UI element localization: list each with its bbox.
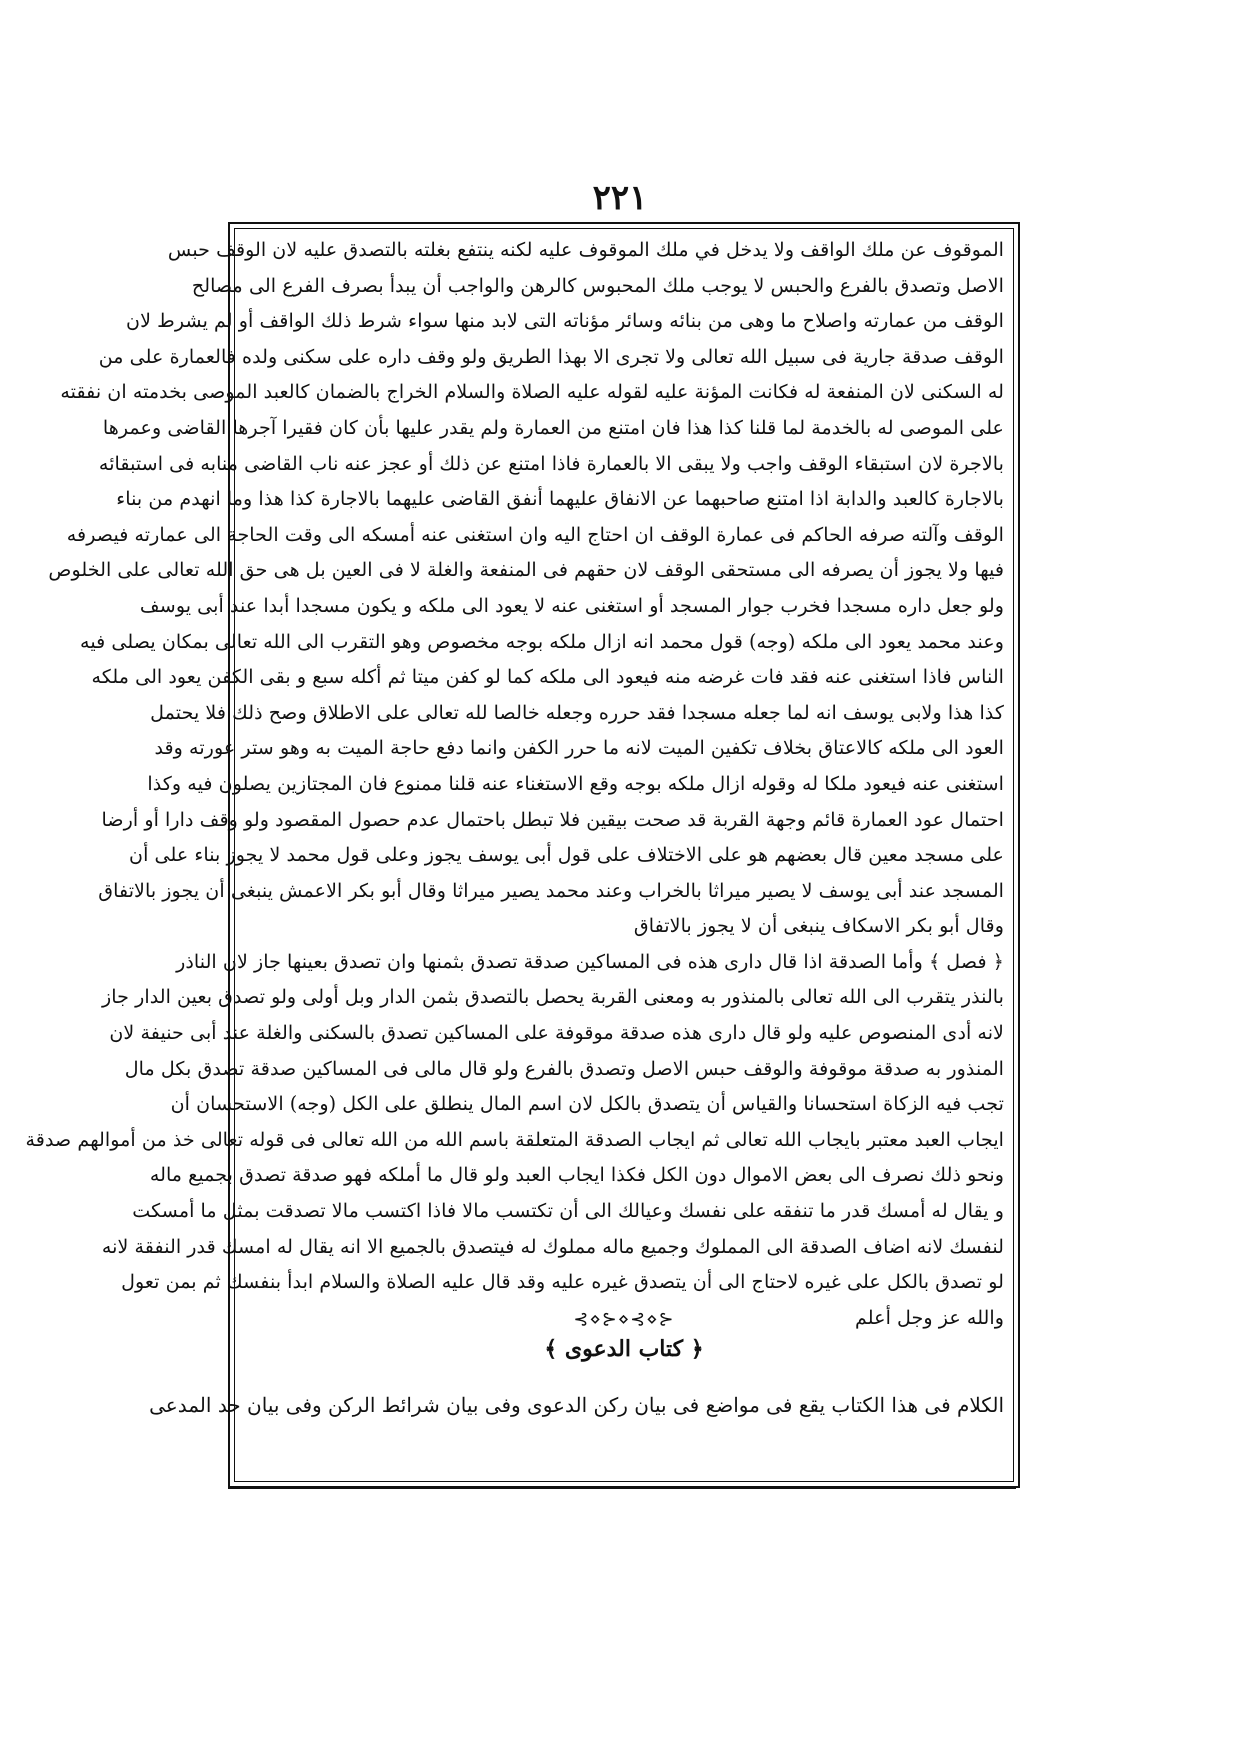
text-line: وعند محمد يعود الى ملكه (وجه) قول محمد انه ازال ملكه بوجه مخصوص وهو التقرب الى الله تعالى بمكان يصلى فيه (80, 629, 1004, 653)
text-line: كذا هذا ولابى يوسف انه لما جعله مسجدا فقد حرره وجعله خالصا لله تعالى على الاطلاق وصح ذلك فلا يحتمل (150, 700, 1004, 724)
text-line: بالاجارة كالعبد والدابة اذا امتنع صاحبهما عن الانفاق عليهما أنفق القاضى عليهما بالاجارة كذا هذا وما انهدم من بناء (116, 487, 1004, 511)
bottom-double-rule (228, 1486, 1016, 1489)
text-line: ايجاب العبد معتبر بايجاب الله تعالى ثم ايجاب الصدقة المتعلقة باسم الله من الله تعالى فى قوله تعالى خذ من أموالهم صدقة (25, 1127, 1004, 1151)
text-line: لانه أدى المنصوص عليه ولو قال دارى هذه صدقة موقوفة على المساكين تصدق بالسكنى والغلة عند أبى حنيفة لان (109, 1021, 1004, 1045)
text-line: على الموصى له بالخدمة لما قلنا كذا هذا فان امتنع من العمارة ولم يقدر عليها بأن كان فقيرا آجرها القاضى وعمرها (102, 415, 1004, 439)
page-number: ٢٢١ (592, 178, 648, 218)
text-line: الموقوف عن ملك الواقف ولا يدخل في ملك الموقوف عليه لكنه ينتفع بغلته بالتصدق عليه لان الوقف حبس (167, 238, 1004, 261)
chapter-intro-line: الكلام فى هذا الكتاب يقع فى مواضع فى بيان ركن الدعوى وفى بيان شرائط الركن وفى بيان حد المدعى (149, 1393, 1004, 1417)
text-frame (25, 222, 1020, 1488)
text-line: الوقف صدقة جارية فى سبيل الله تعالى ولا تجرى الا بهذا الطريق ولو وقف داره على سكنى ولده فالعمارة على من (98, 344, 1004, 368)
text-line: المسجد عند أبى يوسف لا يصير ميراثا بالخراب وعند محمد يصير ميراثا وقال أبو بكر الاعمش ينبغى أن يجوز بالاتفاق (98, 878, 1004, 902)
text-line: فيها ولا يجوز أن يصرفه الى مستحقى الوقف لان حقهم فى المنفعة والغلة لا فى العين بل هى حق الله تعالى على الخلوص (48, 558, 1004, 582)
text-line: لنفسك لانه اضاف الصدقة الى المملوك وجميع ماله مملوك له فيتصدق بالجميع الا انه يقال له امسك قدر النفقة لانه (101, 1234, 1004, 1258)
text-line: و يقال له أمسك قدر ما تنفقه على نفسك وعيالك الى أن تكتسب مالا فاذا اكتسب مالا تصدقت بمثل ما أمسكت (132, 1199, 1004, 1223)
text-line: بالنذر يتقرب الى الله تعالى بالمنذور به ومعنى القربة يحصل بالتصدق بثمن الدار وبل أولى ولو تصدق بعين الدار جاز (102, 985, 1004, 1009)
text-line: ونحو ذلك نصرف الى بعض الاموال دون الكل فكذا ايجاب العبد ولو قال ما أملكه فهو صدقة تصدق بجميع ماله (149, 1163, 1004, 1187)
text-line: بالاجرة لان استبقاء الوقف واجب ولا يبقى الا بالعمارة فاذا امتنع عن ذلك أو عجز عنه ناب القاضى منابه فى استبقائه (98, 451, 1004, 475)
text-line: لو تصدق بالكل على غيره لاحتاج الى أن يتصدق غيره عليه وقد قال عليه الصلاة والسلام ابدأ بنفسك ثم بمن تعول (121, 1270, 1004, 1294)
text-line: الوقف من عمارته واصلاح ما وهى من بنائه وسائر مؤناته التى لابد منها سواء شرط ذلك الواقف أو لم يشرط لان (126, 309, 1004, 333)
text-line: الوقف وآلته صرفه الحاكم فى عمارة الوقف ان احتاج اليه وان استغنى عنه أمسكه الى وقت الحاجة الى عمارته فيصرفه (66, 522, 1004, 546)
text-line: احتمال عود العمارة قائم وجهة القربة قد صحت بيقين فلا تبطل باحتمال عدم حصول المقصود ولو وقف دارا أو أرضا (101, 807, 1004, 831)
chapter-heading: ﴿ كتاب الدعوى ﴾ (544, 1336, 704, 1362)
text-line: استغنى عنه فيعود ملكا له وقوله ازال ملكه بوجه وقع الاستغناء عنه قلنا ممنوع فان المجتازين يصلون فيه وكذا (147, 771, 1004, 795)
text-line: وقال أبو بكر الاسكاف ينبغى أن لا يجوز بالاتفاق (633, 914, 1004, 938)
text-line: ﴿ فصل ﴾ وأما الصدقة اذا قال دارى هذه فى المساكين صدقة تصدق بثمنها وان تصدق بعينها جاز لان الناذر (176, 949, 1004, 973)
text-line: ولو جعل داره مسجدا فخرب جوار المسجد أو استغنى عنه لا يعود الى ملكه و يكون مسجدا أبدا عند أبى يوسف (139, 593, 1004, 617)
text-line: على مسجد معين قال بعضهم هو على الاختلاف على قول أبى يوسف يجوز وعلى قول محمد لا يجوز بناء على أن (128, 843, 1004, 867)
text-line: العود الى ملكه كالاعتاق بخلاف تكفين الميت لانه ما حرر الكفن وانما دفع حاجة الميت به وهو ستر عورته وقد (154, 736, 1004, 760)
text-line: تجب فيه الزكاة استحسانا والقياس أن يتصدق بالكل لان اسم المال ينطلق على الكل (وجه) الاستحسان أن (170, 1092, 1004, 1116)
ornament-divider: ⊰⋄⊱⋄⊰⋄⊱ (573, 1309, 675, 1330)
text-line: له السكنى لان المنفعة له فكانت المؤنة عليه لقوله عليه الصلاة والسلام الخراج بالضمان كالعبد الموصى بخدمته ان نفقته (60, 380, 1004, 404)
text-line: الناس فاذا استغنى عنه فقد فات غرضه منه فيعود الى ملكه كما لو كفن ميتا ثم أكله سبع و بقى الكفن يعود الى ملكه (91, 665, 1004, 689)
body-text (25, 232, 1004, 1335)
text-line: الاصل وتصدق بالفرع والحبس لا يوجب ملك المحبوس كالرهن والواجب أن يبدأ بصرف الفرع الى مصالح (191, 273, 1004, 297)
text-line: المنذور به صدقة موقوفة والوقف حبس الاصل وتصدق بالفرع ولو قال مالى فى المساكين صدقة تصدق بكل مال (124, 1056, 1004, 1080)
text-line: والله عز وجل أعلم (855, 1305, 1004, 1329)
